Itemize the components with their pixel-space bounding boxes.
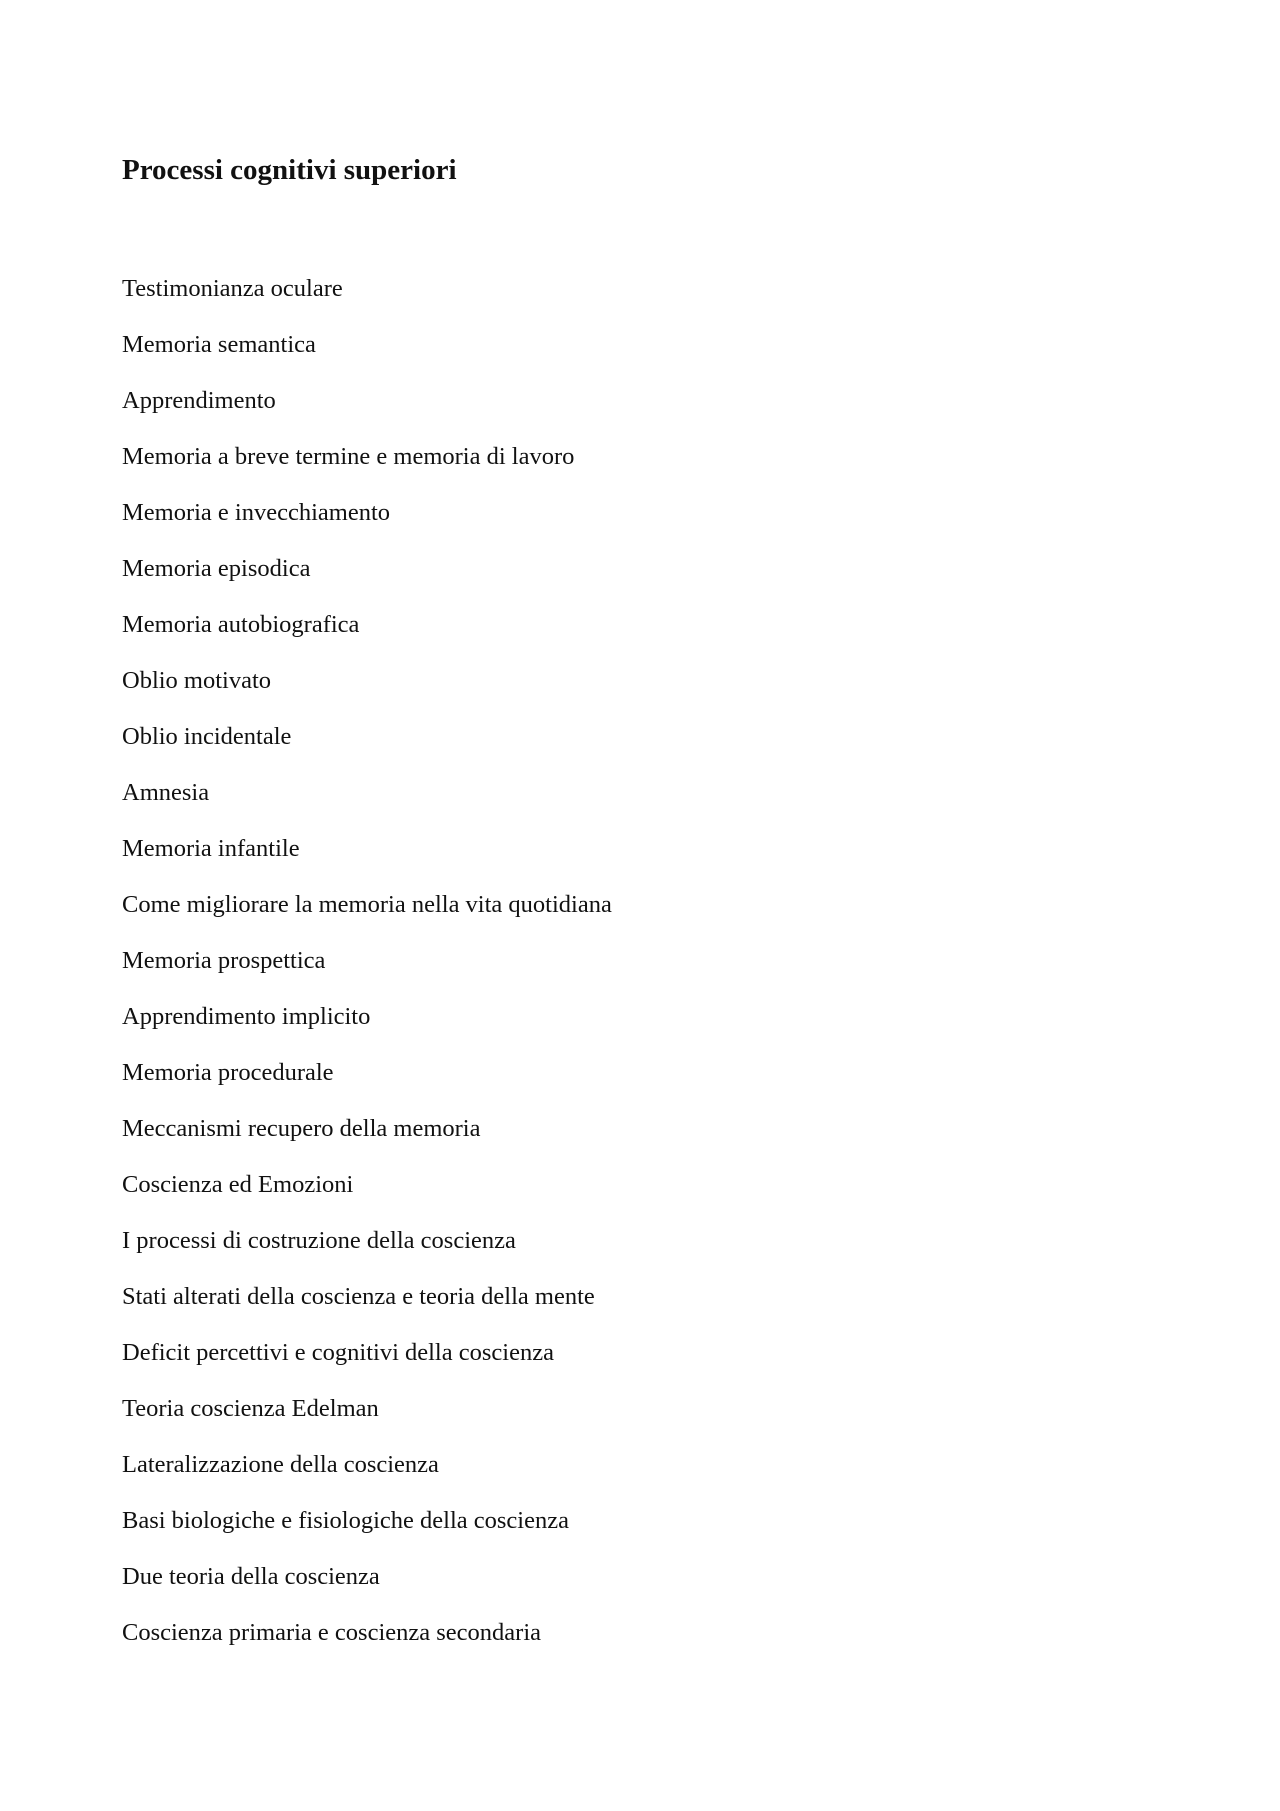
list-item: Memoria semantica [122, 331, 316, 358]
list-item: Amnesia [122, 779, 210, 806]
list-item: Apprendimento implicito [122, 1003, 371, 1030]
list-item: Stati alterati della coscienza e teoria della mente [122, 1283, 595, 1310]
list-item: I processi di costruzione della coscienza [122, 1227, 516, 1254]
list-item: Coscienza primaria e coscienza secondaria [122, 1619, 542, 1646]
list-item: Memoria infantile [122, 835, 300, 862]
list-item: Due teoria della coscienza [122, 1563, 380, 1590]
list-item: Coscienza ed Emozioni [122, 1171, 354, 1198]
list-item: Deficit percettivi e cognitivi della coscienza [122, 1339, 554, 1366]
list-item: Memoria autobiografica [122, 611, 360, 638]
list-item: Oblio incidentale [122, 723, 292, 750]
list-item: Memoria episodica [122, 555, 311, 582]
list-item: Come migliorare la memoria nella vita quotidiana [122, 891, 612, 918]
list-item: Memoria procedurale [122, 1059, 334, 1086]
list-item: Memoria prospettica [122, 947, 326, 974]
page-title: Processi cognitivi superiori [122, 154, 457, 186]
list-item: Memoria a breve termine e memoria di lavoro [122, 443, 575, 470]
list-item: Testimonianza oculare [122, 275, 343, 302]
topic-list [122, 274, 612, 1674]
list-item: Meccanismi recupero della memoria [122, 1115, 481, 1142]
list-item: Lateralizzazione della coscienza [122, 1451, 439, 1478]
list-item: Memoria e invecchiamento [122, 499, 391, 526]
list-item: Apprendimento [122, 387, 276, 414]
list-item: Teoria coscienza Edelman [122, 1395, 379, 1422]
list-item: Oblio motivato [122, 667, 272, 694]
list-item: Basi biologiche e fisiologiche della coscienza [122, 1507, 569, 1534]
